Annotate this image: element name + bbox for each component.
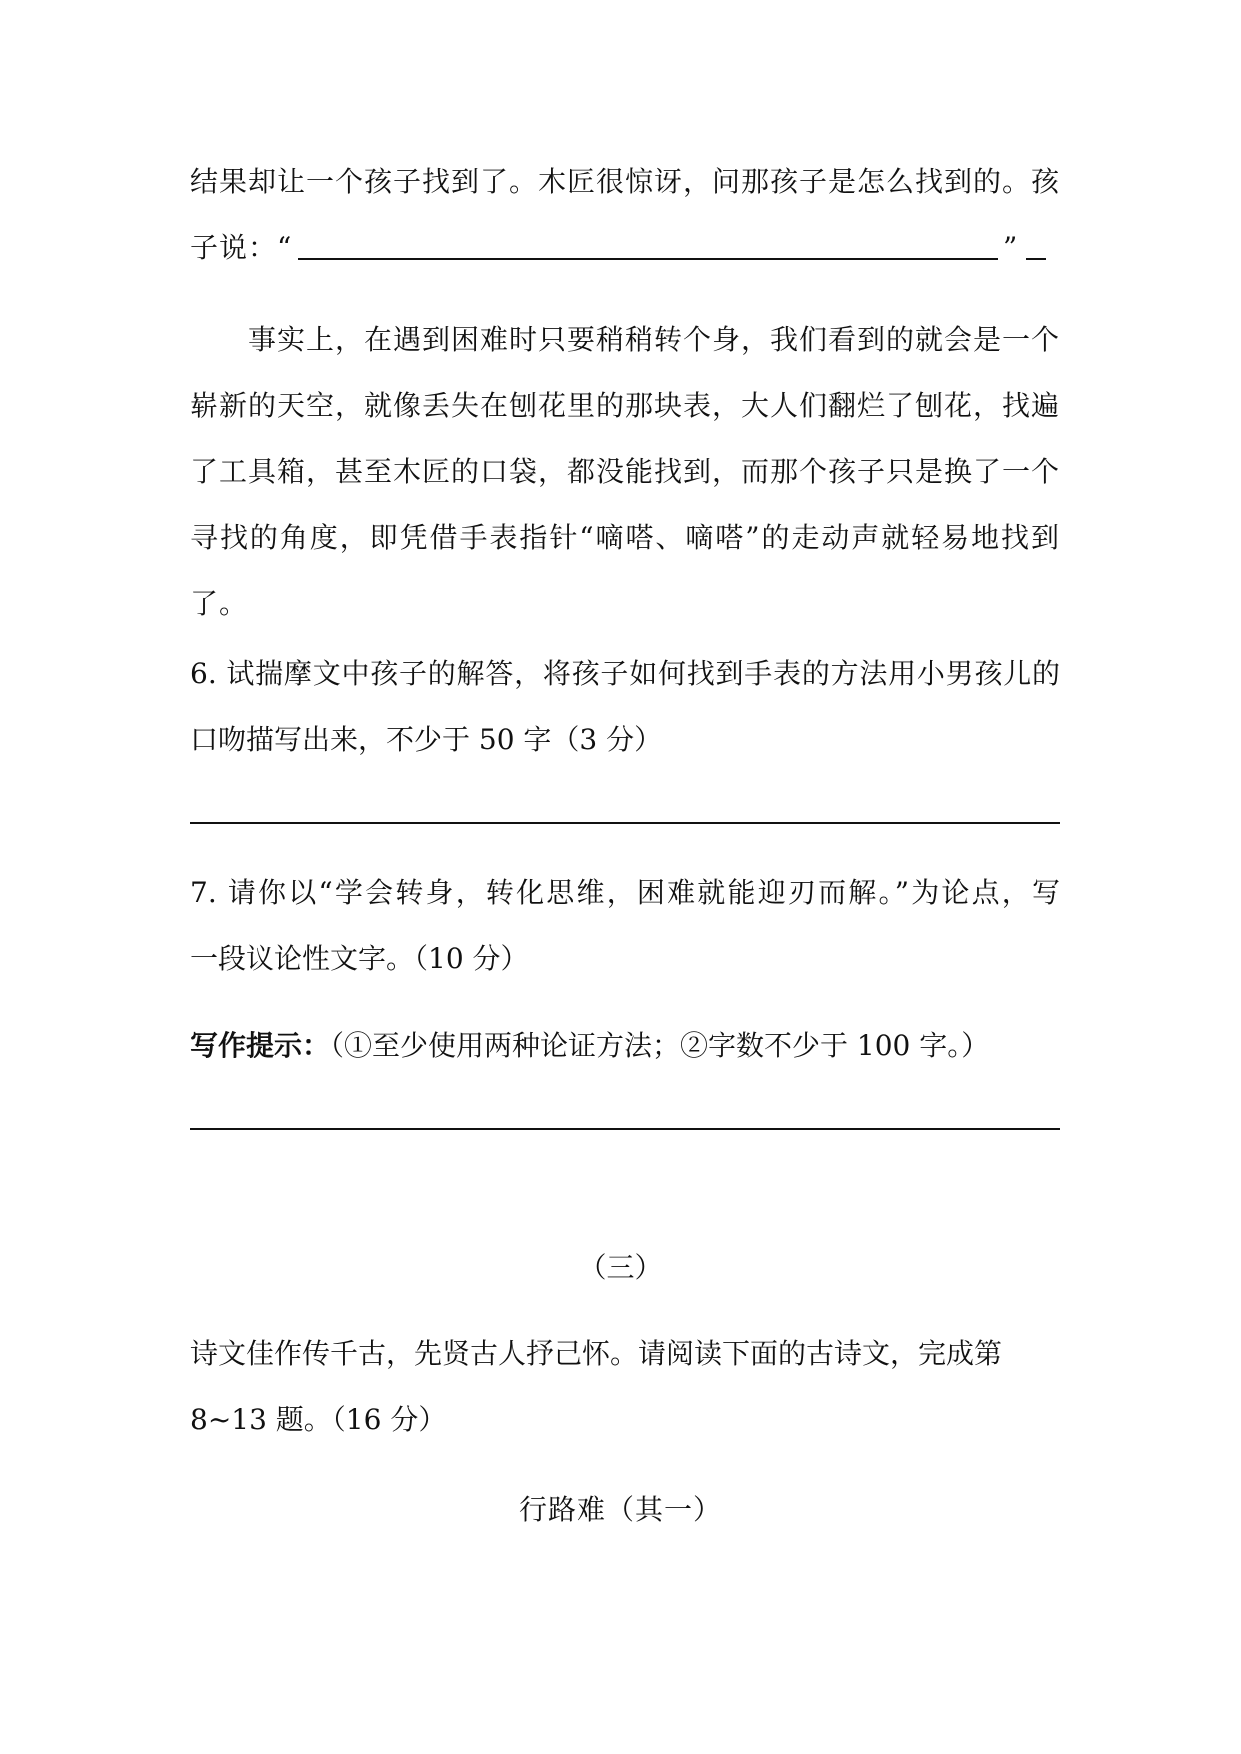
section-intro-line-1: 诗文佳作传千古，先贤古人抒己怀。请阅读下面的古诗文，完成第 bbox=[190, 1337, 1003, 1370]
story-para2-line-1: 事实上，在遇到困难时只要稍稍转个身，我们看到的就会是一个 bbox=[248, 323, 1061, 356]
section-intro-line-2: 8~13 题。（16 分） bbox=[190, 1403, 447, 1436]
writing-tip-label: 写作提示： bbox=[190, 1029, 331, 1062]
question-6-line-2: 口吻描写出来，不少于 50 字（3 分） bbox=[190, 723, 663, 756]
story-para2-line-5: 了。 bbox=[190, 587, 249, 620]
story-line-2 bbox=[190, 228, 1060, 268]
writing-tip bbox=[190, 1026, 1060, 1066]
question-7-line-2: 一段议论性文字。（10 分） bbox=[190, 942, 529, 975]
story-para2-line-3: 了工具箱，甚至木匠的口袋，都没能找到，而那个孩子只是换了一个 bbox=[190, 455, 1061, 488]
writing-tip-text: （①至少使用两种论证方法；②字数不少于 100 字。） bbox=[330, 1029, 990, 1062]
answer-blank-tail bbox=[1026, 258, 1046, 260]
poem-title: 行路难（其一） bbox=[518, 1493, 722, 1526]
story-line-2-prefix: 子说：“ bbox=[190, 231, 293, 264]
answer-line-q6[interactable] bbox=[190, 822, 1060, 824]
story-line-1: 结果却让一个孩子找到了。木匠很惊讶，问那孩子是怎么找到的。孩 bbox=[190, 165, 1061, 198]
story-line-2-suffix: ” bbox=[1003, 231, 1019, 264]
story-para2-line-4: 寻找的角度，即凭借手表指针“嘀嗒、嘀嗒”的走动声就轻易地找到 bbox=[190, 521, 1060, 554]
section-heading: （三） bbox=[578, 1251, 663, 1284]
question-6-line-1: 6. 试揣摩文中孩子的解答，将孩子如何找到手表的方法用小男孩儿的 bbox=[190, 657, 1060, 690]
answer-blank[interactable] bbox=[298, 258, 998, 260]
story-para2-line-2: 崭新的天空，就像丢失在刨花里的那块表，大人们翻烂了刨花，找遍 bbox=[190, 389, 1061, 422]
answer-line-q7[interactable] bbox=[190, 1128, 1060, 1130]
question-7-line-1: 7. 请你以“学会转身，转化思维，困难就能迎刃而解。”为论点，写 bbox=[190, 876, 1060, 909]
